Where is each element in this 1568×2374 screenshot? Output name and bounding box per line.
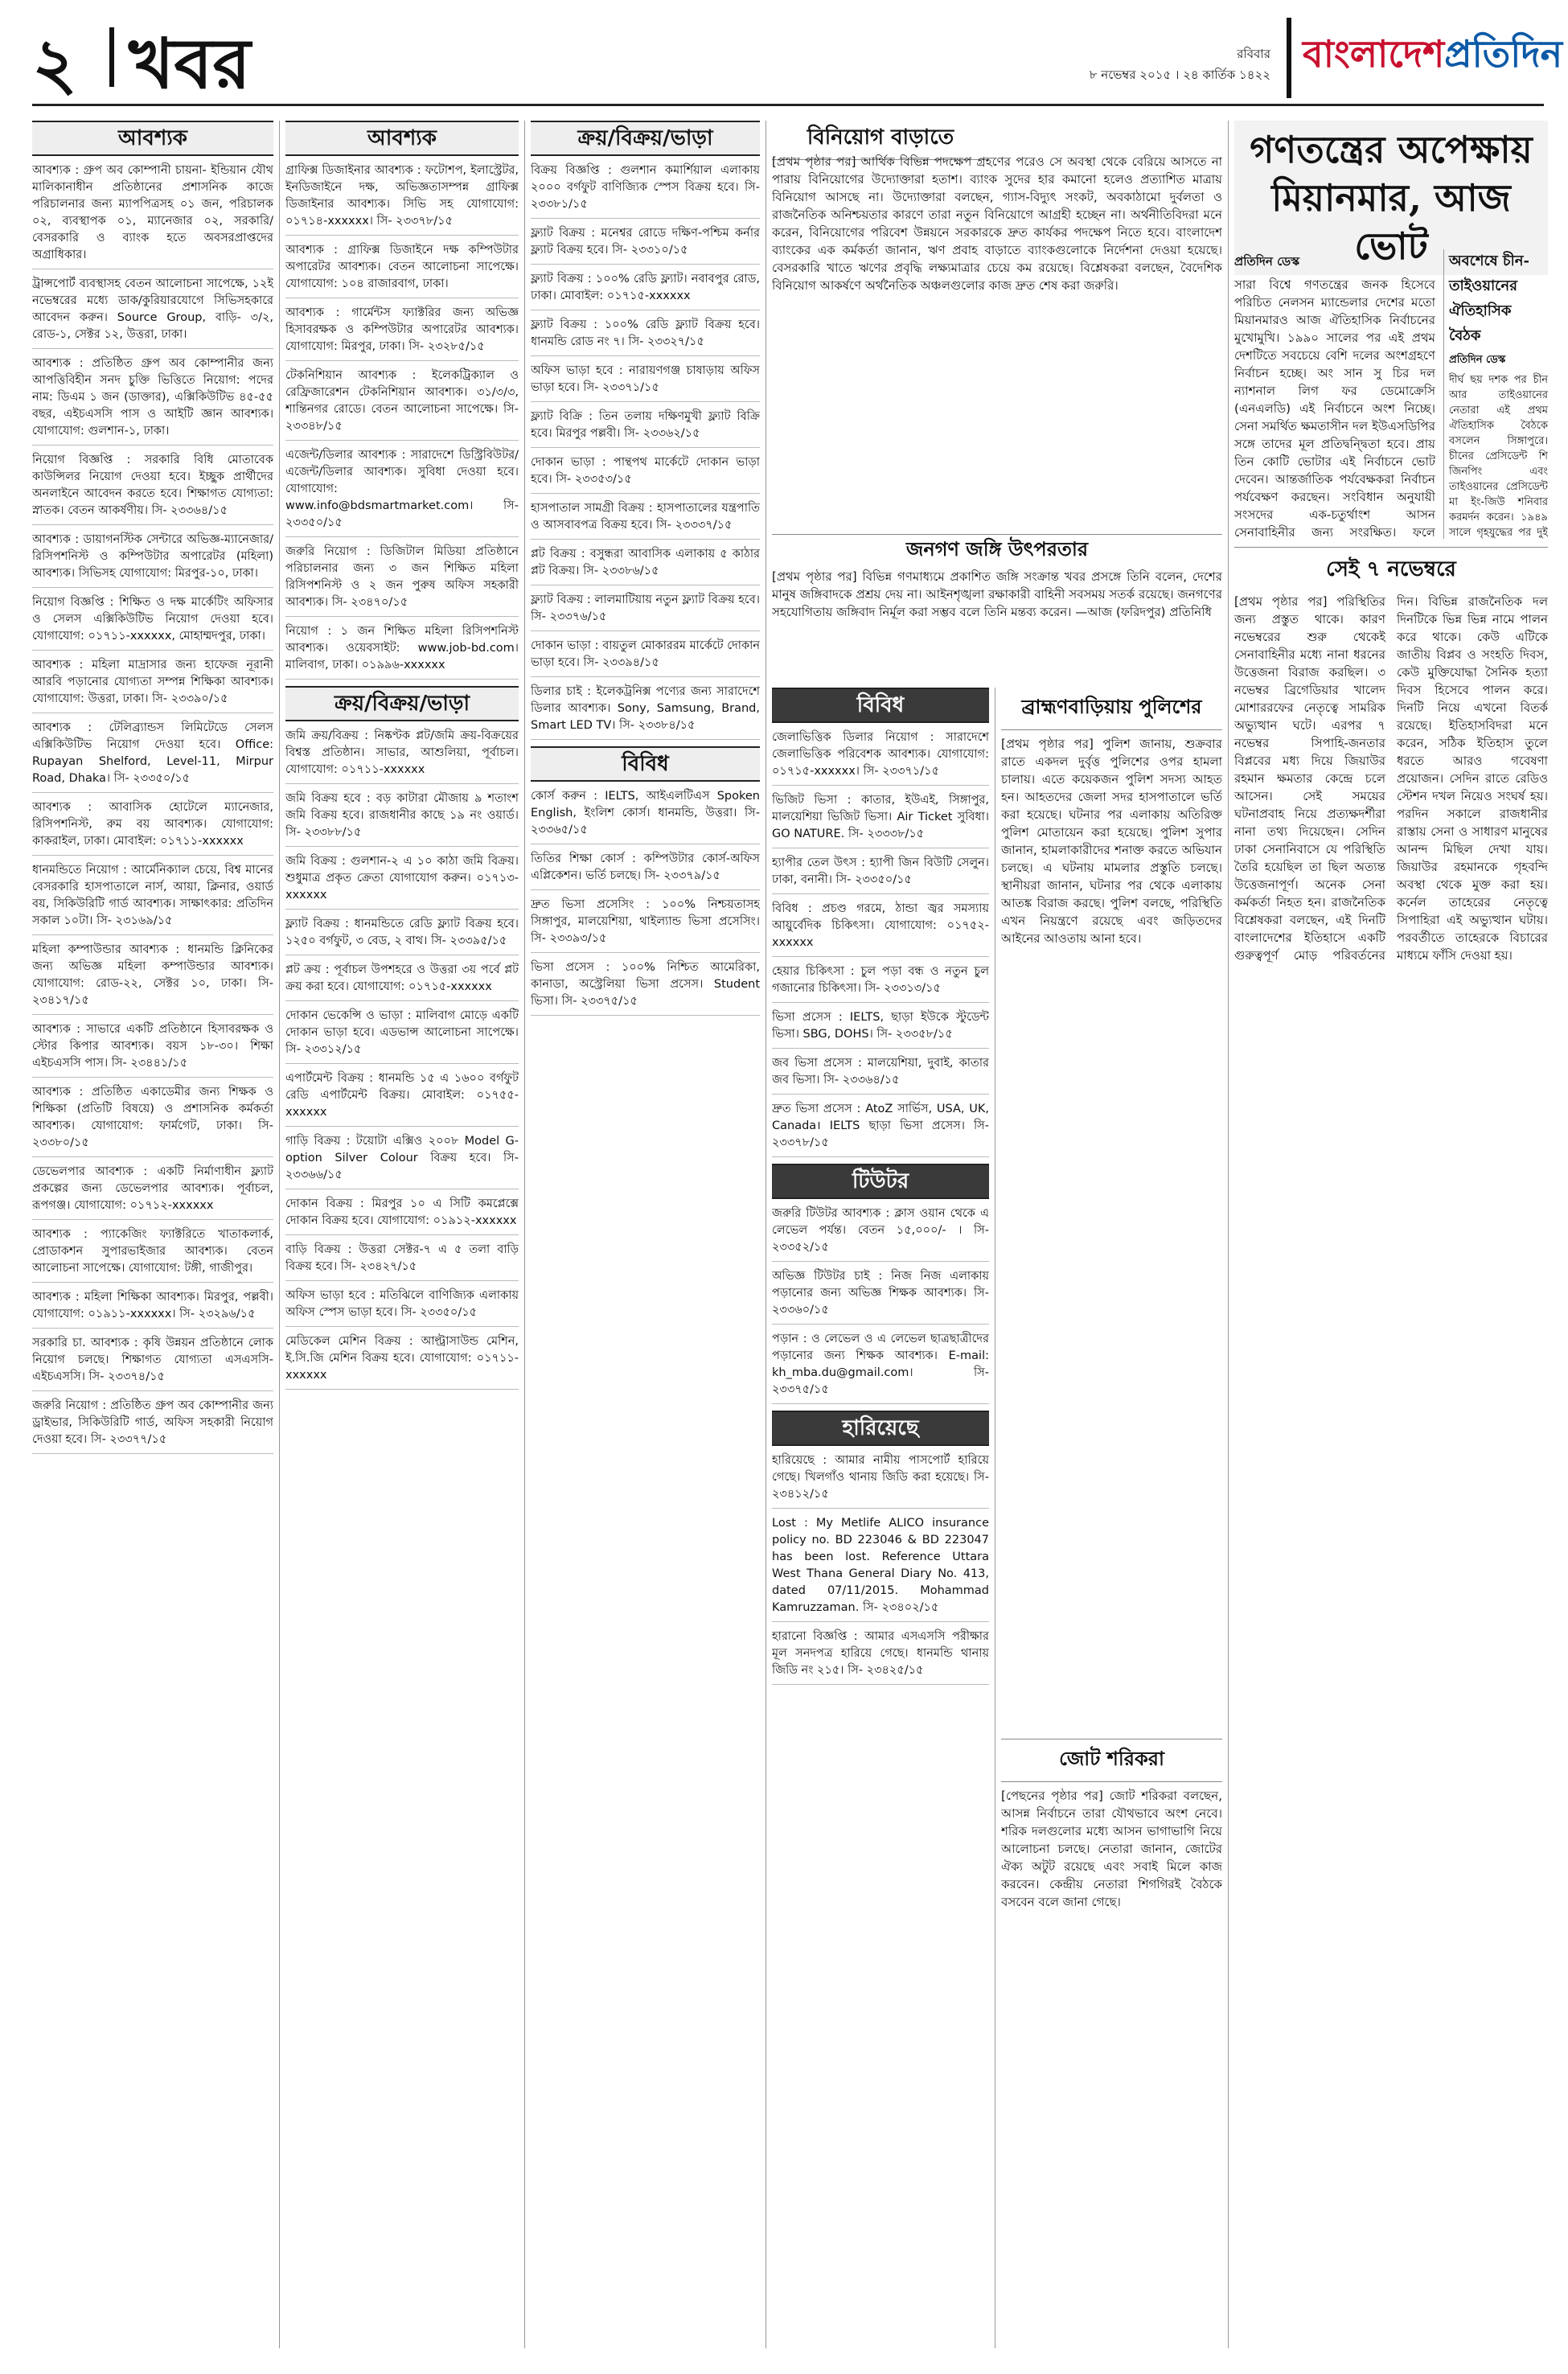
classified-ad: ধানমন্ডিতে নিয়োগ : আর্মেনিক্যাল চেয়ে, বিশ্ব মানের বেসরকারি হাসপাতালে নার্স, আয়া, ক্লিনার, ওয়ার্ড বয়, সিকিউরিটি গার্ড আবশ্যক। সাক্ষাৎকার: প্রতিদিন সকাল ১০টা। সি- ২৩১৬৯/১৫ <box>32 862 273 935</box>
classified-ad: আবশ্যক : টেলিব্র্যান্ডস লিমিটেডে সেলস এক্সিকিউটিভ নিয়োগ দেওয়া হবে। Office: Rupayan Shelford, Level-11, Mirpur Road, Dhaka। সি- ২৩৩৫০/১৫ <box>32 720 273 793</box>
story2-text: [প্রথম পৃষ্ঠার পর] বিভিন্ন গণমাধ্যমে প্রকাশিত জঙ্গি সংক্রান্ত খবর প্রসঙ্গে তিনি বলেন, দেশের মানুষ জঙ্গিবাদকে প্রশ্রয় দেয় না। আইনশৃঙ্খলা রক্ষাকারী বাহিনী সবসময় সতর্ক রয়েছে। জনগণের সহযোগিতায় জঙ্গিবাদ নির্মূল করা সম্ভব বলে তিনি মন্তব্য করেন। —আজ (ফরিদপুর) প্রতিনিধি <box>772 569 1222 619</box>
classified-ad: টেকনিশিয়ান আবশ্যক : ইলেকট্রিক্যাল ও রেফ্রিজারেশন টেকনিশিয়ান আবশ্যক। ৩১/৩/৩, শান্তিনগর রোডে। বেতন আলোচনা সাপেক্ষে। সি- ২৩৩৪৮/১৫ <box>285 368 519 441</box>
classified-ad: সরকারি চা. আবশ্যক : কৃষি উন্নয়ন প্রতিষ্ঠানে লোক নিয়োগ চলছে। শিক্ষাগত যোগ্যতা এসএসসি-এইচএসসি। সি- ২৩৩৭৪/১৫ <box>32 1335 273 1391</box>
ads-list <box>285 162 519 680</box>
classified-ad: অভিজ্ঞ টিউটর চাই : নিজ নিজ এলাকায় পড়ানোর জন্য অভিজ্ঞ শিক্ষক আবশ্যক। সি- ২৩৩৬০/১৫ <box>772 1268 989 1325</box>
ads-list <box>531 162 760 740</box>
classified-ad: নিয়োগ বিজ্ঞপ্তি : শিক্ষিত ও দক্ষ মার্কেটিং অফিসার ও সেলস এক্সিকিউটিভ নিয়োগ দেওয়া হবে। যোগাযোগ: ০১৭১১-xxxxxx, মোহাম্মদপুর, ঢাকা। <box>32 594 273 651</box>
classified-ad: জেলাভিত্তিক ডিলার নিয়োগ : সারাদেশে জেলাভিত্তিক পরিবেশক আবশ্যক। যোগাযোগ: ০১৭১৫-xxxxxx। সি- ২৩৩৭১/১৫ <box>772 729 989 786</box>
section-heading: আবশ্যক <box>32 121 273 156</box>
story5-text: সারা বিশ্বে গণতন্ত্রের জনক হিসেবে পরিচিত নেলসন ম্যান্ডেলার দেশের মতো মিয়ানমারও আজ ঐতিহাসিক নির্বাচনের মুখোমুখি। ১৯৯০ সালের পর এই প্রথম দেশটিতে সবচেয়ে বেশি দলের অংশগ্রহণে নির্বাচন হচ্ছে। অং সান সু চির দল ন্যাশনাল লিগ ফর ডেমোক্রেসি (এনএলডি) এই নির্বাচনে অংশ নিচ্ছে। সেনা সমর্থিত ক্ষমতাসীন দল ইউএসডিপির সঙ্গে তাদের মূল প্রতিদ্বন্দ্বিতা হবে। প্রায় তিন কোটি ভোটার এই নির্বাচনে ভোট দেবেন। আন্তর্জাতিক পর্যবেক্ষকরা নির্বাচন পর্যবেক্ষণ করছেন। সংবিধান অনুযায়ী সংসদের এক-চতুর্থাংশ আসন সেনাবাহিনীর জন্য সংরক্ষিত। ফলে <box>1234 277 1435 539</box>
classified-ad: আবশ্যক : আবাসিক হোটেলে ম্যানেজার, রিসিপশনিস্ট, রুম বয় আবশ্যক। যোগাযোগ: কাকরাইল, ঢাকা। মোবাইল: ০১৭১১-xxxxxx <box>32 799 273 856</box>
classified-ad: হেয়ার চিকিৎসা : চুল পড়া বন্ধ ও নতুন চুল গজানোর চিকিৎসা। সি- ২৩৩১৩/১৫ <box>772 963 989 1003</box>
classified-ad: হারানো বিজ্ঞপ্তি : আমার এসএসসি পরীক্ষার মূল সনদপত্র হারিয়ে গেছে। ধানমন্ডি থানায় জিডি নং ২১৫। সি- ২৩৪২৫/১৫ <box>772 1629 989 1685</box>
classified-ad: আবশ্যক : প্যাকেজিং ফ্যাক্টরিতে খাতাকলার্ক, প্রোডাকশন সুপারভাইজার আবশ্যক। বেতন আলোচনা সাপেক্ষে। যোগাযোগ: টঙ্গী, গাজীপুর। <box>32 1226 273 1283</box>
ads-list <box>531 788 760 1016</box>
classifieds-col4 <box>772 688 989 2348</box>
classified-ad: ভিসা প্রসেস : IELTS, ছাড়া ইউকে স্টুডেন্ট ভিসা। SBG, DOHS। সি- ২৩৩৫৮/১৫ <box>772 1009 989 1049</box>
classified-ad: আবশ্যক : সাভারে একটি প্রতিষ্ঠানে হিসাবরক্ষক ও স্টোর কিপার আবশ্যক। বয়স ১৮-৩০। শিক্ষা এইচএসসি পাস। সি- ২৩৪৪১/১৫ <box>32 1021 273 1078</box>
classified-ad: বাড়ি বিক্রয় : উত্তরা সেক্টর-৭ এ ৫ তলা বাড়ি বিক্রয় হবে। সি- ২৩৪২৭/১৫ <box>285 1242 519 1281</box>
classified-ad: জব ভিসা প্রসেস : মালয়েশিয়া, দুবাই, কাতার জব ভিসা। সি- ২৩৩৬৪/১৫ <box>772 1055 989 1095</box>
classified-ad: এজেন্ট/ডিলার আবশ্যক : সারাদেশে ডিস্ট্রিবিউটর/এজেন্ট/ডিলার আবশ্যক। সুবিধা দেওয়া হবে। যোগাযোগ: www.info@bdsmartmarket.com। সি- ২৩৩৫০/১৫ <box>285 447 519 537</box>
story6 <box>1443 249 1548 539</box>
section-heading: ক্রয়/বিক্রয়/ভাড়া <box>285 686 519 721</box>
story4-text: [পেছনের পৃষ্ঠার পর] জোট শরিকরা বলছেন, আসন্ন নির্বাচনে তারা যৌথভাবে অংশ নেবে। শরিক দলগুলোর মধ্যে আসন ভাগাভাগি নিয়ে আলোচনা চলছে। নেতারা জানান, জোটের ঐক্য অটুট রয়েছে এবং সবাই মিলে কাজ করবেন। কেন্দ্রীয় নেতারা শিগগিরই বৈঠকে বসবেন বলে জানা গেছে। <box>1001 1789 1222 1909</box>
story1-headline: বিনিয়োগ বাড়াতে <box>772 121 989 160</box>
story7-headline: সেই ৭ নভেম্বরে <box>1326 557 1456 581</box>
classified-ad: দোকান ভাড়া : বায়তুল মোকাররম মার্কেটে দোকান ভাড়া হবে। সি- ২৩৩৯৪/১৫ <box>531 638 760 677</box>
story3-headline: ব্রাহ্মণবাড়িয়ায় পুলিশের <box>1001 688 1222 730</box>
column-rule <box>1228 121 1229 2348</box>
classified-ad: ভিজিট ভিসা : কাতার, ইউএই, সিঙ্গাপুর, মালয়েশিয়া ভিজিট ভিসা। Air Ticket সুবিধা। GO NATURE. সি- ২৩৩৩৮/১৫ <box>772 792 989 848</box>
classified-ad: দ্রুত ভিসা প্রসেস : AtoZ সার্ভিস, USA, UK, Canada। IELTS ছাড়া ভিসা প্রসেস। সি- ২৩৩৭৮/১৫ <box>772 1101 989 1157</box>
classified-ad: তিতির শিক্ষা কোর্স : কম্পিউটার কোর্স-অফিস এপ্লিকেশন। ভর্তি চলছে। সি- ২৩৩৭৯/১৫ <box>531 851 760 890</box>
brand-part2: প্রতিদিন <box>1444 32 1563 76</box>
brand-logo <box>1287 18 1563 98</box>
classified-ad: আবশ্যক : গার্মেন্টস ফ্যাক্টরির জন্য অভিজ্ঞ হিসাবরক্ষক ও কম্পিউটার অপারেটর আবশ্যক। যোগাযোগ: মিরপুর, ঢাকা। সি- ২৩২৮৫/১৫ <box>285 305 519 361</box>
ads-list <box>285 728 519 1390</box>
classified-ad: ভিসা প্রসেস : ১০০% নিশ্চিত আমেরিকা, কানাডা, অস্ট্রেলিয়া ভিসা প্রসেস। Student ভিসা। সি- ২৩৩৭৫/১৫ <box>531 959 760 1016</box>
story6-text: দীর্ঘ ছয় দশক পর চীন আর তাইওয়ানের নেতারা এই প্রথম ঐতিহাসিক বৈঠকে বসলেন সিঙ্গাপুরে। চীনের প্রেসিডেন্ট শি জিনপিং এবং তাইওয়ানের প্রেসিডেন্ট মা ইং-জিউ শনিবার করমর্দন করেন। ১৯৪৯ সালে গৃহযুদ্ধের পর দুই <box>1449 374 1548 539</box>
section-heading: হারিয়েছে <box>772 1411 989 1446</box>
classified-ad: জমি বিক্রয় হবে : বড় কাটারা মৌজায় ৯ শতাংশ জমি বিক্রয় হবে। রাজধানীর কাছে ১৯ নং ওয়ার্ড। সি- ২৩৩৮৮/১৫ <box>285 791 519 847</box>
story1-body <box>772 153 1222 531</box>
classified-ad: হ্যাপীর তেল উৎস : হ্যাপী জিন বিউটি সেলুন। ঢাকা, বনানী। সি- ২৩৩৫০/১৫ <box>772 855 989 894</box>
classified-ad: নিয়োগ বিজ্ঞপ্তি : সরকারি বিধি মোতাবেক কাউন্সিলর নিয়োগ দেওয়া হবে। ইচ্ছুক প্রার্থীদের অনলাইনে আবেদন করতে হবে। শিক্ষাগত যোগ্যতা: স্নাতক। বেতন আকর্ষণীয়। সি- ২৩৩৬৪/১৫ <box>32 452 273 525</box>
story2-headline: জনগণ জঙ্গি উৎপরতার <box>905 537 1089 561</box>
classified-ad: বিবিধ : প্রচণ্ড গরমে, ঠান্ডা জ্বর সমস্যায় আয়ুর্বেদিক চিকিৎসা। যোগাযোগ: ০১৭৫২-xxxxxx <box>772 901 989 957</box>
ads-list <box>772 729 989 1157</box>
classified-ad: গাড়ি বিক্রয় : টয়োটা এক্সিও ২০০৮ Model G-option Silver Colour বিক্রয় হবে। সি- ২৩৩৬৬/১৫ <box>285 1133 519 1189</box>
classified-ad: অফিস ভাড়া হবে : মতিঝিলে বাণিজ্যিক এলাকায় অফিস স্পেস ভাড়া হবে। সি- ২৩৩৫০/১৫ <box>285 1288 519 1327</box>
day: রবিবার <box>1237 47 1270 61</box>
classified-ad: আবশ্যক : প্রতিষ্ঠিত একাডেমীর জন্য শিক্ষক ও শিক্ষিকা (প্রতিটি বিষয়ে) ও প্রশাসনিক কর্মকর্তা আবশ্যক। যোগাযোগ: ফার্মগেট, ঢাকা। সি- ২৩৩৮০/১৫ <box>32 1084 273 1157</box>
date-block <box>1045 43 1270 85</box>
page-number: ২ <box>32 23 77 105</box>
classified-ad: এপার্টমেন্ট বিক্রয় : ধানমন্ডি ১৫ এ ১৬০০ বর্গফুট রেডি এপার্টমেন্ট বিক্রয়। মোবাইল: ০১৭৫৫-xxxxxx <box>285 1070 519 1127</box>
classified-ad: Lost : My Metlife ALICO insurance policy no. BD 223046 & BD 223047 has been lost. Reference Uttara West Thana General Diary No. 413, dated 07/11/2015. Mohammad Kamruzzaman. সি- ২৩৪০২/১৫ <box>772 1515 989 1622</box>
classified-ad: জমি বিক্রয় : গুলশান-২ এ ১০ কাঠা জমি বিক্রয়। শুধুমাত্র প্রকৃত ক্রেতা যোগাযোগ করুন। ০১৭১৩-xxxxxx <box>285 853 519 910</box>
story5-byline: প্রতিদিন ডেস্ক <box>1234 254 1300 269</box>
classified-ad: ডেভেলপার আবশ্যক : একটি নির্মাণাধীন ফ্ল্যাট প্রকল্পের জন্য ডেভেলপার আবশ্যক। পূর্বাচল, রূপগঞ্জ। যোগাযোগ: ০১৭১২-xxxxxx <box>32 1164 273 1220</box>
classified-ad: অফিস ভাড়া হবে : নারায়ণগঞ্জ চাষাড়ায় অফিস ভাড়া হবে। সি- ২৩৩৭১/১৫ <box>531 363 760 402</box>
column-rule <box>524 121 525 2348</box>
classifieds-col2 <box>285 121 519 2348</box>
classified-ad: মহিলা কম্পাউন্ডার আবশ্যক : ধানমন্ডি ক্লিনিকের জন্য অভিজ্ঞ মহিলা কম্পাউন্ডার আবশ্যক। যোগাযোগ: রোড-২২, সেক্টর ১০, ঢাকা। সি- ২৩৪১৭/১৫ <box>32 942 273 1015</box>
classified-ad: ফ্ল্যাট বিক্রি : তিন তলায় দক্ষিণমুখী ফ্ল্যাট বিক্রি হবে। মিরপুর পল্লবী। সি- ২৩৩৬২/১৫ <box>531 409 760 448</box>
story6-byline: প্রতিদিন ডেস্ক <box>1449 354 1506 366</box>
classified-ad: ফ্ল্যাট বিক্রয় : ১০০% রেডি ফ্ল্যাট। নবাবপুর রোড, ঢাকা। মোবাইল: ০১৭১৫-xxxxxx <box>531 271 760 310</box>
story1-text: [প্রথম পৃষ্ঠার পর] আর্থিক বিভিন্ন পদক্ষেপ গ্রহণের পরেও সে অবস্থা থেকে বেরিয়ে আসতে না পারায় বিনিয়োগের উদ্যোক্তারা হতাশ। ব্যাংক সুদের হার কমানো হলেও প্রত্যাশিত মাত্রায় বিনিয়োগ আসছে না। উদ্যোক্তারা বলছেন, গ্যাস-বিদ্যুৎ সংকট, অবকাঠামো দুর্বলতা ও রাজনৈতিক অনিশ্চয়তার কারণে তারা নতুন বিনিয়োগে আগ্রহী হচ্ছেন না। অর্থনীতিবিদরা মনে করেন, বিনিয়োগের পরিবেশ উন্নয়নে সরকারকে দ্রুত কার্যকর পদক্ষেপ নিতে হবে। বাংলাদেশ ব্যাংকের এক কর্মকর্তা জানান, ঋণ প্রবাহ বাড়াতে ব্যাংকগুলোকে নির্দেশনা দেওয়া হয়েছে। বেসরকারি খাতে ঋণের প্রবৃদ্ধি লক্ষ্যমাত্রার চেয়ে কম রয়েছে। বিশ্লেষকরা বলছেন, বৈদেশিক বিনিয়োগ আকর্ষণে অর্থনৈতিক অঞ্চলগুলোর কাজ দ্রুত শেষ করা জরুরি। <box>772 154 1222 293</box>
story5-headline: গণতন্ত্রের অপেক্ষায় মিয়ানমার, আজ ভোট <box>1234 121 1548 275</box>
classified-ad: হারিয়েছে : আমার নামীয় পাসপোর্ট হারিয়ে গেছে। খিলগাঁও থানায় জিডি করা হয়েছে। সি- ২৩৪১২/১৫ <box>772 1452 989 1509</box>
story7-text: [প্রথম পৃষ্ঠার পর] পরিস্থিতির জন্য প্রস্তুত থাকে। কারণ নভেম্বরের শুরু থেকেই সেনাবাহিনীর মধ্যে নানা ধরনের উত্তেজনা বিরাজ করছিল। ৩ নভেম্বর ব্রিগেডিয়ার খালেদ মোশাররফের নেতৃত্বে সামরিক অভ্যুত্থান ঘটে। এরপর ৭ নভেম্বর সিপাহি-জনতার বিপ্লবের মধ্য দিয়ে জিয়াউর রহমান ক্ষমতার কেন্দ্রে চলে আসেন। সেই সময়ের ঘটনাপ্রবাহ নিয়ে প্রত্যক্ষদর্শীরা নানা তথ্য দিয়েছেন। সেদিন ঢাকা সেনানিবাসে যে পরিস্থিতি তৈরি হয়েছিল তা ছিল অত্যন্ত উত্তেজনাপূর্ণ। অনেক সেনা কর্মকর্তা নিহত হন। রাজনৈতিক বিশ্লেষকরা বলছেন, এই দিনটি বাংলাদেশের ইতিহাসে একটি গুরুত্বপূর্ণ মোড় পরিবর্তনের দিন। বিভিন্ন রাজনৈতিক দল দিনটিকে ভিন্ন ভিন্ন নামে পালন করে থাকে। কেউ এটিকে জাতীয় বিপ্লব ও সংহতি দিবস, কেউ মুক্তিযোদ্ধা সৈনিক হত্যা দিবস হিসেবে পালন করে। দিনটি নিয়ে এখনো বিতর্ক রয়েছে। ইতিহাসবিদরা মনে করেন, সঠিক ইতিহাস তুলে ধরতে আরও গবেষণা প্রয়োজন। সেদিন রাতে রেডিও স্টেশন দখল নিয়েও সংঘর্ষ হয়। পরদিন সকালে রাজধানীর রাস্তায় সেনা ও সাধারণ মানুষের আনন্দ মিছিল দেখা যায়। জিয়াউর রহমানকে গৃহবন্দি অবস্থা থেকে মুক্ত করা হয়। কর্নেল তাহেরের নেতৃত্বে সিপাহিরা এই অভ্যুত্থান ঘটায়। পরবর্তীতে তাহেরকে বিচারের মাধ্যমে ফাঁসি দেওয়া হয়। <box>1234 594 1548 963</box>
classified-ad: দোকান ভাড়া : পান্থপথ মার্কেটে দোকান ভাড়া হবে। সি- ২৩৩৫৩/১৫ <box>531 454 760 494</box>
section-heading: বিবিধ <box>531 746 760 782</box>
ads-list <box>772 1205 989 1404</box>
classified-ad: দোকান ভেকেন্সি ও ভাড়া : মালিবাগ মোড়ে একটি দোকান ভাড়া হবে। এডভান্স আলোচনা সাপেক্ষে। সি- ২৩৩১২/১৫ <box>285 1008 519 1064</box>
story2-header <box>772 534 1222 566</box>
classified-ad: আবশ্যক : গ্রাফিক্স ডিজাইনে দক্ষ কম্পিউটার অপারেটর আবশ্যক। বেতন আলোচনা সাপেক্ষে। যোগাযোগ: ১০৪ রাজারবাগ, ঢাকা। <box>285 242 519 298</box>
story4-headline: জোট শরিকরা <box>1001 1739 1222 1782</box>
classified-ad: পড়ান : ও লেভেল ও এ লেভেল ছাত্রছাত্রীদের পড়ানোর জন্য শিক্ষক আবশ্যক। E-mail: kh_mba.du@gmail.com। সি- ২৩৩৭৫/১৫ <box>772 1331 989 1404</box>
section-heading: বিবিধ <box>772 688 989 723</box>
classified-ad: মেডিকেল মেশিন বিক্রয় : আল্ট্রাসাউন্ড মেশিন, ই.সি.জি মেশিন বিক্রয় হবে। যোগাযোগ: ০১৭১১-xxxxxx <box>285 1333 519 1390</box>
story5-body <box>1234 249 1435 539</box>
classified-ad: জরুরি টিউটর আবশ্যক : ক্লাস ওয়ান থেকে এ লেভেল পর্যন্ত। বেতন ১৫,০০০/- । সি- ২৩৩৫২/১৫ <box>772 1205 989 1262</box>
classified-ad: বিক্রয় বিজ্ঞপ্তি : গুলশান কমার্শিয়াল এলাকায় ২০০০ বর্গফুট বাণিজ্যিক স্পেস বিক্রয় হবে। সি- ২৩৩৮১/১৫ <box>531 162 760 219</box>
masthead <box>32 11 1563 106</box>
classified-ad: দোকান বিক্রয় : মিরপুর ১০ এ সিটি কমপ্লেক্সে দোকান বিক্রয় হবে। যোগাযোগ: ০১৯১২-xxxxxx <box>285 1196 519 1235</box>
classified-ad: ফ্ল্যাট বিক্রয় : লালমাটিয়ায় নতুন ফ্ল্যাট বিক্রয় হবে। সি- ২৩৩৭৬/১৫ <box>531 592 760 631</box>
classified-ad: গ্রাফিক্স ডিজাইনার আবশ্যক : ফটোশপ, ইলাস্ট্রেটর, ইনডিজাইনে দক্ষ, অভিজ্ঞতাসম্পন্ন গ্রাফিক্স ডিজাইনার আবশ্যক। সিভি সহ যোগাযোগ: ০১৭১৪-xxxxxx। সি- ২৩৩৭৮/১৫ <box>285 162 519 236</box>
story6-headline: অবশেষে চীন-তাইওয়ানের ঐতিহাসিক বৈঠক <box>1449 253 1529 344</box>
classifieds-col1 <box>32 121 273 2348</box>
classified-ad: আবশ্যক : প্রতিষ্ঠিত গ্রুপ অব কোম্পানীর জন্য আপত্তিবিহীন সনদ চুক্তি ভিত্তিতে নিয়োগ: পদের নাম: ডিএম ১ জন (ডাক্তার), এক্সিকিউটিভ ৪৫-৫৫ বছর, এইচএসসি পাস ও আইটি জ্ঞান আবশ্যক। যোগাযোগ: গুলশান-১, ঢাকা। <box>32 355 273 446</box>
classified-ad: আবশ্যক : গ্রুপ অব কোম্পানী চায়না- ইন্ডিয়ান যৌথ মালিকানাধীন প্রতিষ্ঠানের প্রশাসনিক কাজে পরিচালনার জন্য ম্যাপপিত্রসহ ০১ জন, পরিচালক ০২, ব্যবস্থাপক ০১, ম্যানেজার ০২, সরকারি/বেসরকারি ও ব্যাংক হতে অবসরপ্রাপ্তদের অগ্রাধিকার। <box>32 162 273 269</box>
classified-ad: জমি ক্রয়/বিক্রয় : নিষ্কণ্টক প্লট/জমি ক্রয়-বিক্রয়ের বিশ্বস্ত প্রতিষ্ঠান। সাভার, আশুলিয়া, পূর্বাচল। যোগাযোগ: ০১৭১১-xxxxxx <box>285 728 519 784</box>
classified-ad: ফ্ল্যাট বিক্রয় : মনেশ্বর রোডে দক্ষিণ-পশ্চিম কর্নার ফ্ল্যাট বিক্রয় হবে। সি- ২৩৩১০/১৫ <box>531 225 760 265</box>
classified-ad: প্লট বিক্রয় : বসুন্ধরা আবাসিক এলাকায় ৫ কাঠার প্লট বিক্রয়। সি- ২৩৩৮৬/১৫ <box>531 546 760 585</box>
section-heading: আবশ্যক <box>285 121 519 156</box>
column-rule <box>279 121 280 2348</box>
section-heading: টিউটর <box>772 1164 989 1199</box>
classified-ad: ফ্ল্যাট বিক্রয় : ১০০% রেডি ফ্ল্যাট বিক্রয় হবে। ধানমন্ডি রোড নং ৭। সি- ২৩৩২৭/১৫ <box>531 317 760 356</box>
classified-ad: নিয়োগ : ১ জন শিক্ষিত মহিলা রিসিপশনিস্ট আবশ্যক। ওয়েবসাইট: www.job-bd.com। মালিবাগ, ঢাকা। ০১৯৯৬-xxxxxx <box>285 623 519 680</box>
story2-body <box>772 568 1222 680</box>
classified-ad: ডিলার চাই : ইলেকট্রনিক্স পণ্যের জন্য সারাদেশে ডিলার আবশ্যক। Sony, Samsung, Brand, Smart LED TV। সি- ২৩৩৮৪/১৫ <box>531 684 760 740</box>
classified-ad: কোর্স করুন : IELTS, আইএলটিএস Spoken English, ইংলিশ কোর্স। ধানমন্ডি, উত্তরা। সি- ২৩৩৬৫/১৫ <box>531 788 760 844</box>
ads-list <box>32 162 273 1454</box>
classified-ad: আবশ্যক : মহিলা মাদ্রাসার জন্য হাফেজ নূরানী আরবি পড়ানোর যোগ্যতা সম্পন্ন শিক্ষিকা আবশ্যক। যোগাযোগ: উত্তরা, ঢাকা। সি- ২৩৩৯০/১৫ <box>32 657 273 713</box>
section-name: খবর <box>129 23 251 105</box>
masthead-separator <box>109 27 114 87</box>
classified-ad: ফ্ল্যাট বিক্রয় : ধানমন্ডিতে রেডি ফ্ল্যাট বিক্রয় হবে। ১২৫০ বর্গফুট, ৩ বেড, ২ বাথ। সি- ২৩৩৯৫/১৫ <box>285 916 519 955</box>
classified-ad: আবশ্যক : ডায়াগনস্টিক সেন্টারে অভিজ্ঞ-ম্যানেজার/রিসিপশনিস্ট ও কম্পিউটার অপারেটর (মহিলা) আবশ্যক। সিভিসহ যোগাযোগ: মিরপুর-১০, ঢাকা। <box>32 532 273 588</box>
date: ৮ নভেম্বর ২০১৫ । ২৪ কার্তিক ১৪২২ <box>1089 68 1270 82</box>
classifieds-col3 <box>531 121 760 2348</box>
classified-ad: দ্রুত ভিসা প্রসেসিং : ১০০% নিশ্চয়তাসহ সিঙ্গাপুর, মালয়েশিয়া, থাইল্যান্ড ভিসা প্রসেসিং। সি- ২৩৩৯৩/১৫ <box>531 897 760 953</box>
classified-ad: ট্রান্সপোর্ট ব্যবস্থাসহ বেতন আলোচনা সাপেক্ষে, ১২ই নভেম্বরের মধ্যে ডাক/কুরিয়ারযোগে সিভিসহকারে আবেদন করুন। Source Group, বাড়ি- ৩/২, রোড-১, সেক্টর ১২, উত্তরা, ঢাকা। <box>32 276 273 349</box>
news-col-b <box>1001 688 1222 2348</box>
brand-part1: বাংলাদেশ <box>1303 32 1445 76</box>
story3-text: [প্রথম পৃষ্ঠার পর] পুলিশ জানায়, শুক্রবার রাতে একদল দুর্বৃত্ত পুলিশের ওপর হামলা চালায়। এতে কয়েকজন পুলিশ সদস্য আহত হন। আহতদের জেলা সদর হাসপাতালে ভর্তি করা হয়েছে। ঘটনার পর এলাকায় অতিরিক্ত পুলিশ মোতায়েন করা হয়েছে। পুলিশ সুপার জানান, হামলাকারীদের শনাক্ত করতে অভিযান চলছে। এ ঘটনায় মামলার প্রস্তুতি চলছে। স্থানীয়রা জানান, ঘটনার পর থেকে এলাকায় আতঙ্ক বিরাজ করছে। পুলিশ বলছে, পরিস্থিতি এখন নিয়ন্ত্রণে রয়েছে এবং জড়িতদের আইনের আওতায় আনা হবে। <box>1001 737 1222 946</box>
story7 <box>1234 547 1548 2348</box>
classified-ad: প্লট ক্রয় : পূর্বাচল উপশহরে ও উত্তরা ৩য় পর্বে প্লট ক্রয় করা হবে। যোগাযোগ: ০১৭১৫-xxxxxx <box>285 962 519 1001</box>
section-heading: ক্রয়/বিক্রয়/ভাড়া <box>531 121 760 156</box>
classified-ad: হাসপাতাল সামগ্রী বিক্রয় : হাসপাতালের যন্ত্রপাতি ও আসবাবপত্র বিক্রয় হবে। সি- ২৩৩৩৭/১৫ <box>531 500 760 540</box>
classified-ad: আবশ্যক : মহিলা শিক্ষিকা আবশ্যক। মিরপুর, পল্লবী। যোগাযোগ: ০১৯১১-xxxxxx। সি- ২৩২৯৬/১৫ <box>32 1289 273 1329</box>
classified-ad: জরুরি নিয়োগ : ডিজিটাল মিডিয়া প্রতিষ্ঠানে পরিচালনার জন্য ৩ জন শিক্ষিত মহিলা রিসিপশনিস্ট ও ২ জন পুরুষ অফিস সহকারী আবশ্যক। সি- ২৩৪৭০/১৫ <box>285 544 519 617</box>
classified-ad: জরুরি নিয়োগ : প্রতিষ্ঠিত গ্রুপ অব কোম্পানীর জন্য ড্রাইভার, সিকিউরিটি গার্ড, অফিস সহকারী নিয়োগ দেওয়া হবে। সি- ২৩৩৭৭/১৫ <box>32 1398 273 1454</box>
ads-list <box>772 1452 989 1685</box>
